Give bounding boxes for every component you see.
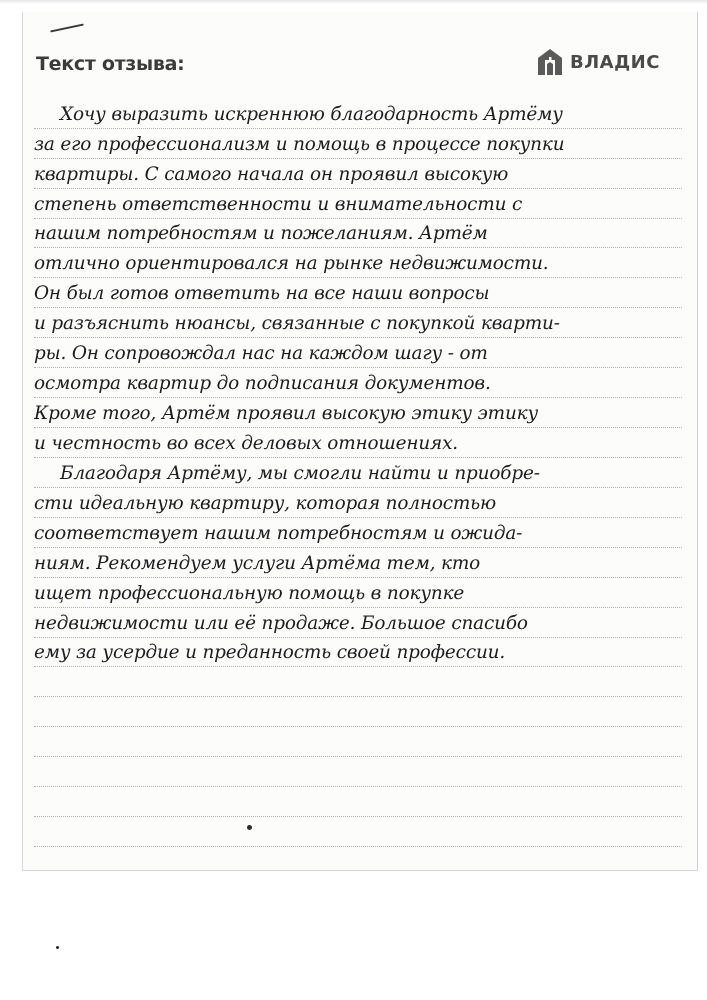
ruled-line [34, 846, 682, 847]
brand-name: ВЛАДИС [570, 51, 660, 73]
review-line: нашим потребностям и пожеланиям. Артём [34, 223, 488, 244]
review-line: и разъяснить нюансы, связанные с покупкой кварти- [34, 313, 560, 334]
review-line: ры. Он сопровождал нас на каждом шагу - от [34, 343, 488, 364]
review-line: Кроме того, Артём проявил высокую этику этику [34, 403, 539, 424]
review-line: ищет профессиональную помощь в покупке [34, 583, 465, 604]
ruled-line [34, 786, 682, 787]
review-line: сти идеальную квартиру, которая полностью [34, 493, 497, 514]
review-line: Он был готов ответить на все наши вопросы [34, 283, 490, 304]
review-line: за его профессионализм и помощь в процессе покупки [34, 134, 565, 155]
review-line: соответствует нашим потребностям и ожида- [34, 523, 523, 544]
review-line: Благодаря Артёму, мы смогли найти и приобре- [60, 463, 540, 484]
form-title: Текст отзыва: [36, 53, 185, 75]
review-line: степень ответственности и внимательности с [34, 194, 523, 215]
review-line: отлично ориентировался на рынке недвижимости. [34, 253, 549, 274]
review-line: ему за усердие и преданность своей профессии. [34, 642, 506, 663]
ruled-line [34, 816, 682, 817]
review-line: недвижимости или её продаже. Большое спасибо [34, 613, 528, 634]
scan-dot [56, 946, 59, 949]
review-line: осмотра квартир до подписания документов. [34, 373, 491, 394]
scan-dot [247, 825, 252, 830]
review-line: ниям. Рекомендуем услуги Артёма тем, кто [34, 553, 481, 574]
review-line: Хочу выразить искреннюю благодарность Артёму [60, 104, 563, 125]
review-line: и честность во всех деловых отношениях. [34, 433, 458, 454]
ruled-line [34, 696, 682, 697]
ruled-line [34, 756, 682, 757]
review-line: квартиры. С самого начала он проявил высокую [34, 164, 509, 185]
ruled-line [34, 726, 682, 727]
